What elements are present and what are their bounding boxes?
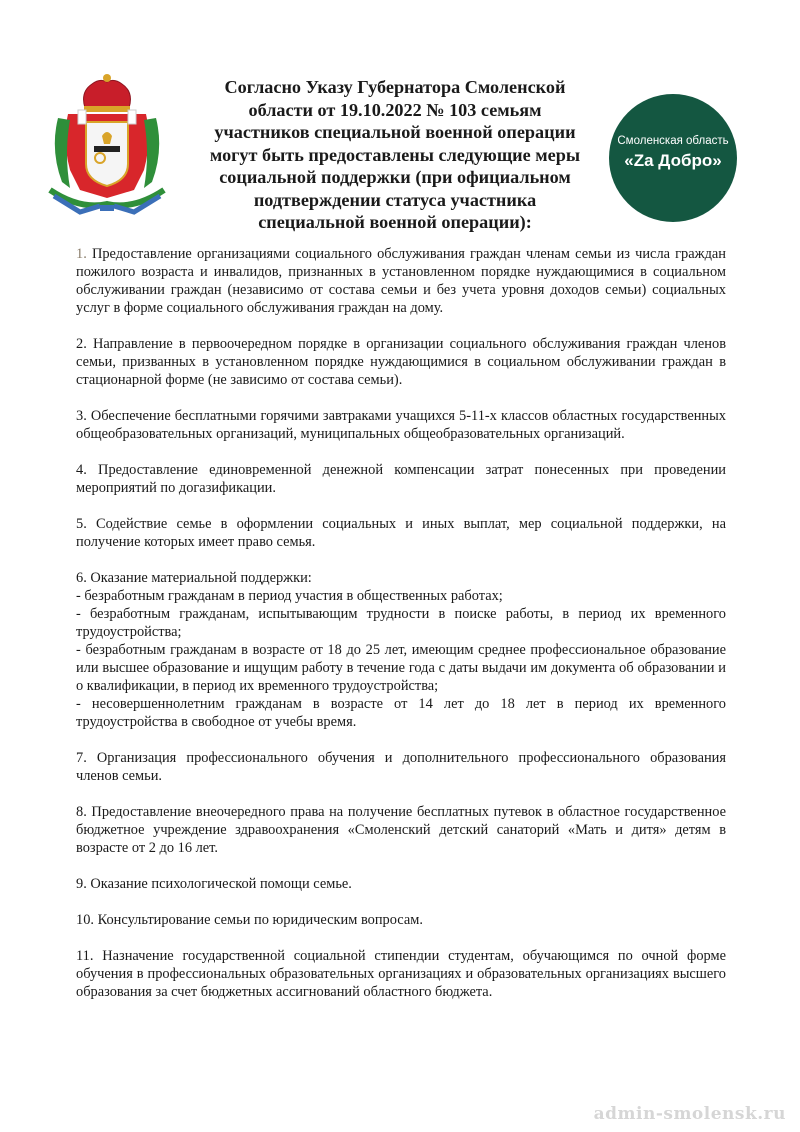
item-text: Консультирование семьи по юридическим вопросам.: [97, 912, 423, 928]
smolensk-coat-of-arms-icon: [40, 70, 175, 220]
sub-item: - несовершеннолетним гражданам в возрасте от 14 лет до 18 лет в период их временного трудоустройства в свободное от учебы время.: [76, 696, 726, 730]
item-heading: [76, 569, 726, 587]
coat-of-arms-emblem: [40, 70, 175, 220]
title-line: подтверждении статуса участника: [253, 189, 537, 210]
item-number: 4.: [76, 462, 87, 478]
title-line: участников специальной военной операции: [214, 122, 576, 142]
title-line: могут быть предоставлены следующие меры: [209, 144, 581, 165]
item-number: 2.: [76, 336, 87, 352]
list-item: [76, 515, 726, 551]
list-item: [76, 947, 726, 1001]
item-text: Предоставление внеочередного права на получение бесплатных путевок в областное государственное бюджетное учреждение здравоохранения «Смоленский детский санаторий «Мать и дитя» детям в возрасте от 2 до 16 лет.: [76, 804, 726, 856]
item-text: Организация профессионального обучения и дополнительного профессионального образования членов семьи.: [76, 750, 726, 784]
item-text: Оказание психологической помощи семье.: [90, 876, 352, 892]
item-text: Предоставление единовременной денежной компенсации затрат понесенных при проведении мероприятий по догазификации.: [76, 462, 726, 496]
item-text: Оказание материальной поддержки:: [90, 570, 312, 586]
item-number: 1.: [76, 246, 87, 262]
sub-item: - безработным гражданам в период участия в общественных работах;: [76, 588, 503, 604]
item-number: 10.: [76, 912, 94, 928]
item-number: 7.: [76, 750, 87, 766]
za-dobro-badge: [609, 94, 737, 222]
page-title: [190, 76, 600, 234]
item-text: Обеспечение бесплатными горячими завтраками учащихся 5-11-х классов областных государственных общеобразовательных организаций, муниципальных общеобразовательных организаций.: [76, 408, 726, 442]
measures-list: [76, 245, 726, 1019]
title-line: специальной военной операции):: [258, 212, 532, 232]
item-text: Направление в первоочередном порядке в организации социального обслуживания граждан членов семьи, призванных в установленном порядке нуждающимися в социальном обслуживании граждан в стационарной форме (не зависимо от состава семьи).: [76, 336, 726, 388]
title-line: Согласно Указу Губернатора Смоленской: [224, 77, 566, 97]
item-text: Назначение государственной социальной стипендии студентам, обучающимся по очной форме обучения в профессиональных образовательных организациях и образовательных организациях высшего образования за счет бюджетных ассигнований областного бюджета.: [76, 948, 726, 1000]
list-item: [76, 407, 726, 443]
item-text: Предоставление организациями социального обслуживания граждан членам семьи из числа граждан пожилого возраста и инвалидов, признанных в установленном порядке нуждающимися в социальном обслуживании граждан (независимо от состава семьи и без учета уровня доходов семьи) социальных услуг в форме социального обслуживания граждан на дому.: [76, 246, 726, 316]
list-item: [76, 911, 726, 929]
badge-slogan: «Za Добро»: [624, 151, 722, 170]
badge-region-label: Смоленская область: [617, 135, 729, 147]
title-line: области от 19.10.2022 № 103 семьям: [248, 99, 542, 120]
list-item: [76, 335, 726, 389]
item-text: Содействие семье в оформлении социальных и иных выплат, мер социальной поддержки, на получение которых имеет право семья.: [76, 516, 726, 550]
item-number: 11.: [76, 948, 94, 964]
item-number: 3.: [76, 408, 87, 424]
list-item: [76, 803, 726, 857]
list-item: [76, 569, 726, 731]
watermark: admin-smolensk.ru: [593, 1104, 786, 1124]
item-number: 9.: [76, 876, 87, 892]
item-number: 8.: [76, 804, 87, 820]
sub-item: - безработным гражданам, испытывающим трудности в поиске работы, в период их временного трудоустройства;: [76, 606, 726, 640]
list-item: [76, 461, 726, 497]
list-item: [76, 749, 726, 785]
sub-item: - безработным гражданам в возрасте от 18 до 25 лет, имеющим среднее профессиональное образование или высшее образование и ищущим работу в течение года с даты выдачи им документа об образовании и о квалификации, в период их временного трудоустройства;: [76, 642, 726, 694]
item-number: 5.: [76, 516, 87, 532]
item-number: 6.: [76, 570, 87, 586]
title-line: социальной поддержки (при официальном: [219, 167, 571, 187]
list-item: [76, 875, 726, 893]
list-item: [76, 245, 726, 317]
